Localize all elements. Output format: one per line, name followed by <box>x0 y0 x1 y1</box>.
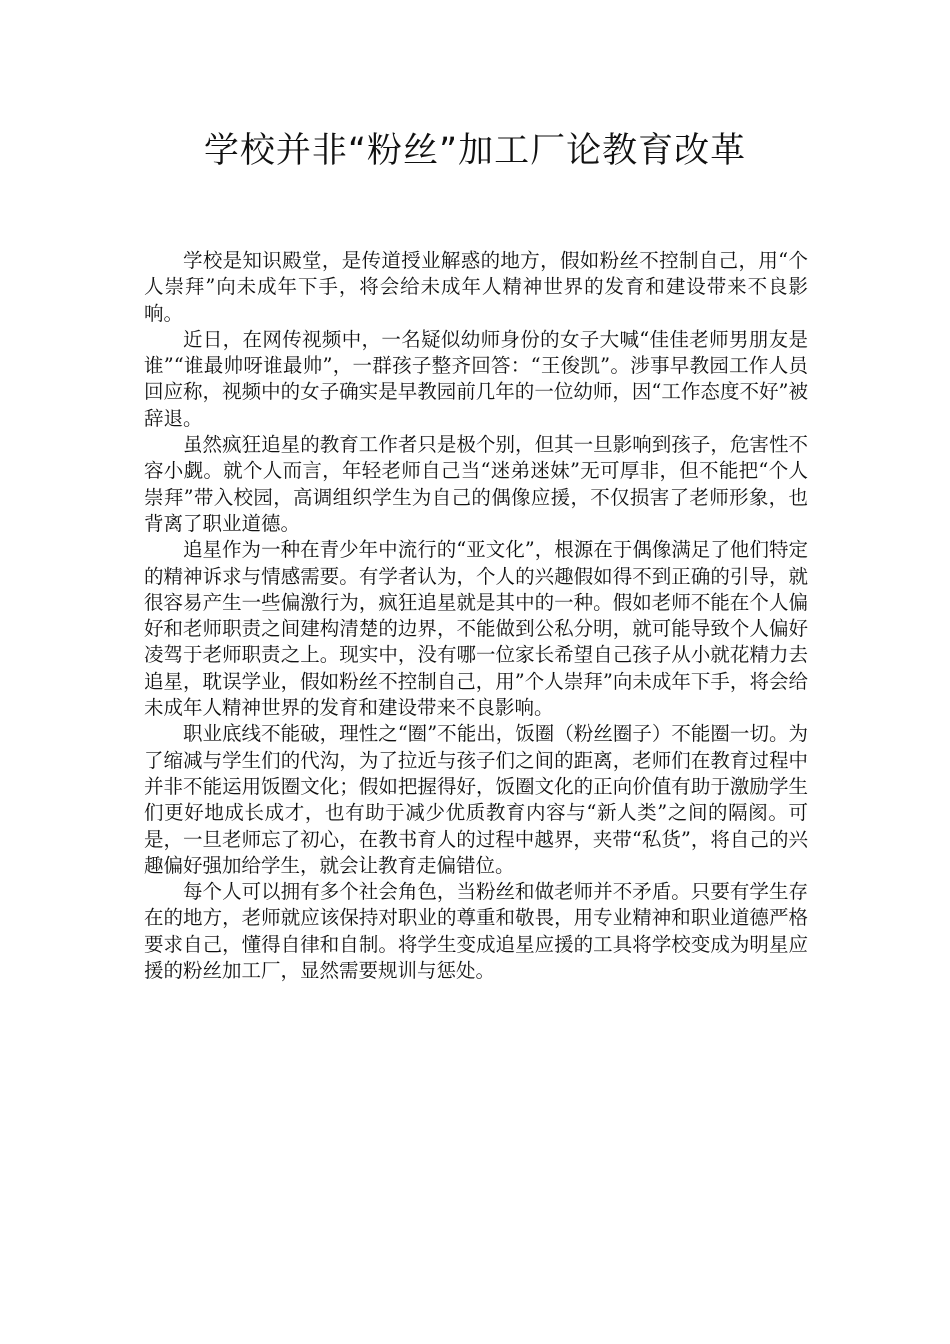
paragraph: 每个人可以拥有多个社会角色，当粉丝和做老师并不矛盾。只要有学生存在的地方，老师就应该保持对职业的尊重和敬畏，用专业精神和职业道德严格要求自己，懂得自律和自制。将学生变成追星应援的工具将学校变成为明星应援的粉丝加工厂，显然需要规训与惩处。 <box>144 880 808 983</box>
document-body <box>144 248 808 984</box>
document-title: 学校并非“粉丝”加工厂论教育改革 <box>203 131 747 171</box>
paragraph: 虽然疯狂追星的教育工作者只是极个别，但其一旦影响到孩子，危害性不容小觑。就个人而言，年轻老师自己当“迷弟迷妹”无可厚非，但不能把“个人崇拜”带入校园，高调组织学生为自己的偶像应援，不仅损害了老师形象，也背离了职业道德。 <box>144 433 808 535</box>
paragraph: 追星作为一种在青少年中流行的“亚文化”，根源在于偶像满足了他们特定的精神诉求与情感需要。有学者认为，个人的兴趣假如得不到正确的引导，就很容易产生一些偏激行为，疯狂追星就是其中的一种。假如老师不能在个人偏好和老师职责之间建构清楚的边界，不能做到公私分明，就可能导致个人偏好凌驾于老师职责之上。现实中，没有哪一位家长希望自己孩子从小就花精力去追星，耽误学业，假如粉丝不控制自己，用”个人崇拜”向未成年下手，将会给未成年人精神世界的发育和建设带来不良影响。 <box>144 538 808 720</box>
paragraph: 近日，在网传视频中，一名疑似幼师身份的女子大喊“佳佳老师男朋友是谁”“谁最帅呀谁最帅”，一群孩子整齐回答：“王俊凯”。涉事早教园工作人员回应称，视频中的女子确实是早教园前几年的一位幼师，因“工作态度不好”被辞退。 <box>144 327 808 430</box>
paragraph: 学校是知识殿堂，是传道授业解惑的地方，假如粉丝不控制自己，用“个人崇拜”向未成年下手，将会给未成年人精神世界的发育和建设带来不良影响。 <box>144 249 808 325</box>
paragraph: 职业底线不能破，理性之“圈”不能出，饭圈（粉丝圈子）不能圈一切。为了缩减与学生们的代沟，为了拉近与孩子们之间的距离，老师们在教育过程中并非不能运用饭圈文化；假如把握得好，饭圈文化的正向价值有助于激励学生们更好地成长成才，也有助于减少优质教育内容与“新人类”之间的隔阂。可是，一旦老师忘了初心，在教书育人的过程中越界，夹带“私货”，将自己的兴趣偏好强加给学生，就会让教育走偏错位。 <box>144 722 808 877</box>
